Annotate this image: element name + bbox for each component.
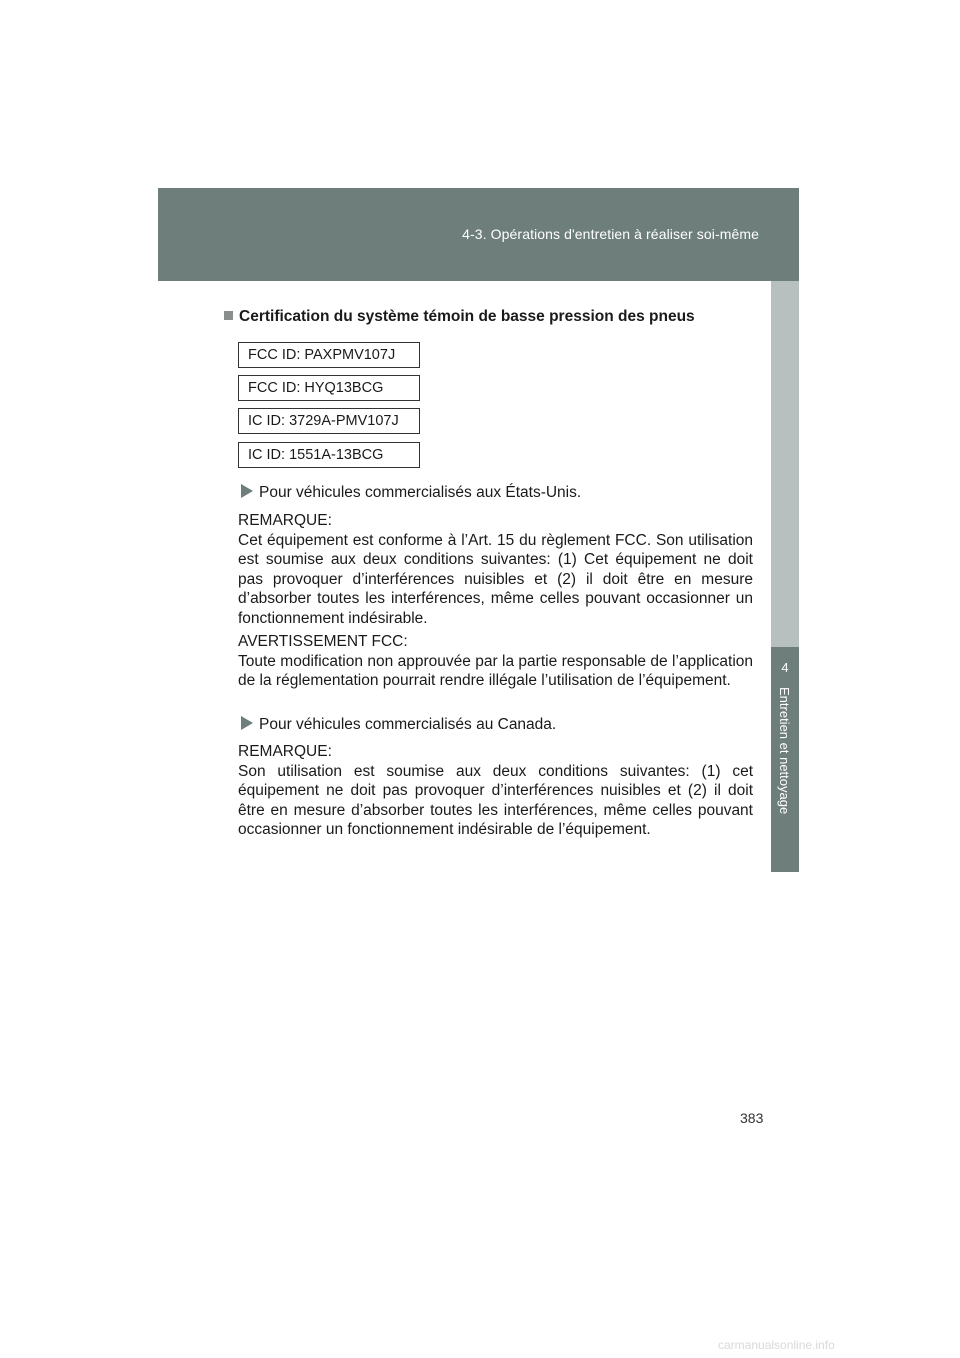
canada-note-label: REMARQUE:: [238, 743, 332, 760]
side-tab-background: [771, 281, 799, 647]
canada-note-text: Son utilisation est soumise aux deux conditions suivantes: (1) cet équipement ne doit pas provoquer d’interférences nuisibles et (2) il doit être en mesure d’absorber toutes les interférences, même celles pouvant occasionner un fonctionnement indésirable de l’équipement.: [238, 762, 753, 839]
usa-warning-label: AVERTISSEMENT FCC:: [238, 633, 408, 650]
chapter-label: Entretien et nettoyage: [777, 687, 792, 815]
triangle-bullet-icon: [241, 484, 253, 498]
market-canada-text: Pour véhicules commercialisés au Canada.: [259, 716, 557, 733]
id-box-ic-1: IC ID: 3729A-PMV107J: [238, 408, 420, 434]
id-box-fcc-1: FCC ID: PAXPMV107J: [238, 342, 420, 368]
square-bullet-icon: [224, 311, 233, 320]
section-title: 4-3. Opérations d'entretien à réaliser soi-même: [462, 226, 759, 242]
header-band: [158, 188, 799, 281]
section-heading-text: Certification du système témoin de basse pression des pneus: [239, 308, 695, 325]
market-usa-text: Pour véhicules commercialisés aux États-Unis.: [259, 484, 582, 501]
triangle-bullet-icon: [241, 716, 253, 730]
chapter-number: 4: [781, 660, 789, 675]
section-heading: [224, 308, 695, 326]
usa-warning: [238, 632, 753, 691]
usa-note-label: REMARQUE:: [238, 512, 332, 529]
usa-warning-text: Toute modification non approuvée par la partie responsable de l’application de la réglementation pourrait rendre illégale l’utilisation de l’équipement.: [238, 652, 753, 690]
canada-note: [238, 742, 753, 840]
usa-note: [238, 511, 753, 629]
market-canada: [238, 716, 556, 734]
id-box-fcc-2: FCC ID: HYQ13BCG: [238, 375, 420, 401]
chapter-tab: [771, 647, 799, 872]
market-usa: [238, 484, 581, 502]
id-box-ic-2: IC ID: 1551A-13BCG: [238, 442, 420, 468]
page-number: 383: [740, 1110, 764, 1126]
watermark: carmanualsonline.info: [718, 1338, 835, 1352]
usa-note-text: Cet équipement est conforme à l’Art. 15 du règlement FCC. Son utilisation est soumise aux deux conditions suivantes: (1) Cet équipement ne doit pas provoquer d’interférences nuisibles et (2) il doit être en mesure d’absorber toutes les interférences, même celles pouvant occasionner un fonctionnement indésirable.: [238, 531, 753, 627]
